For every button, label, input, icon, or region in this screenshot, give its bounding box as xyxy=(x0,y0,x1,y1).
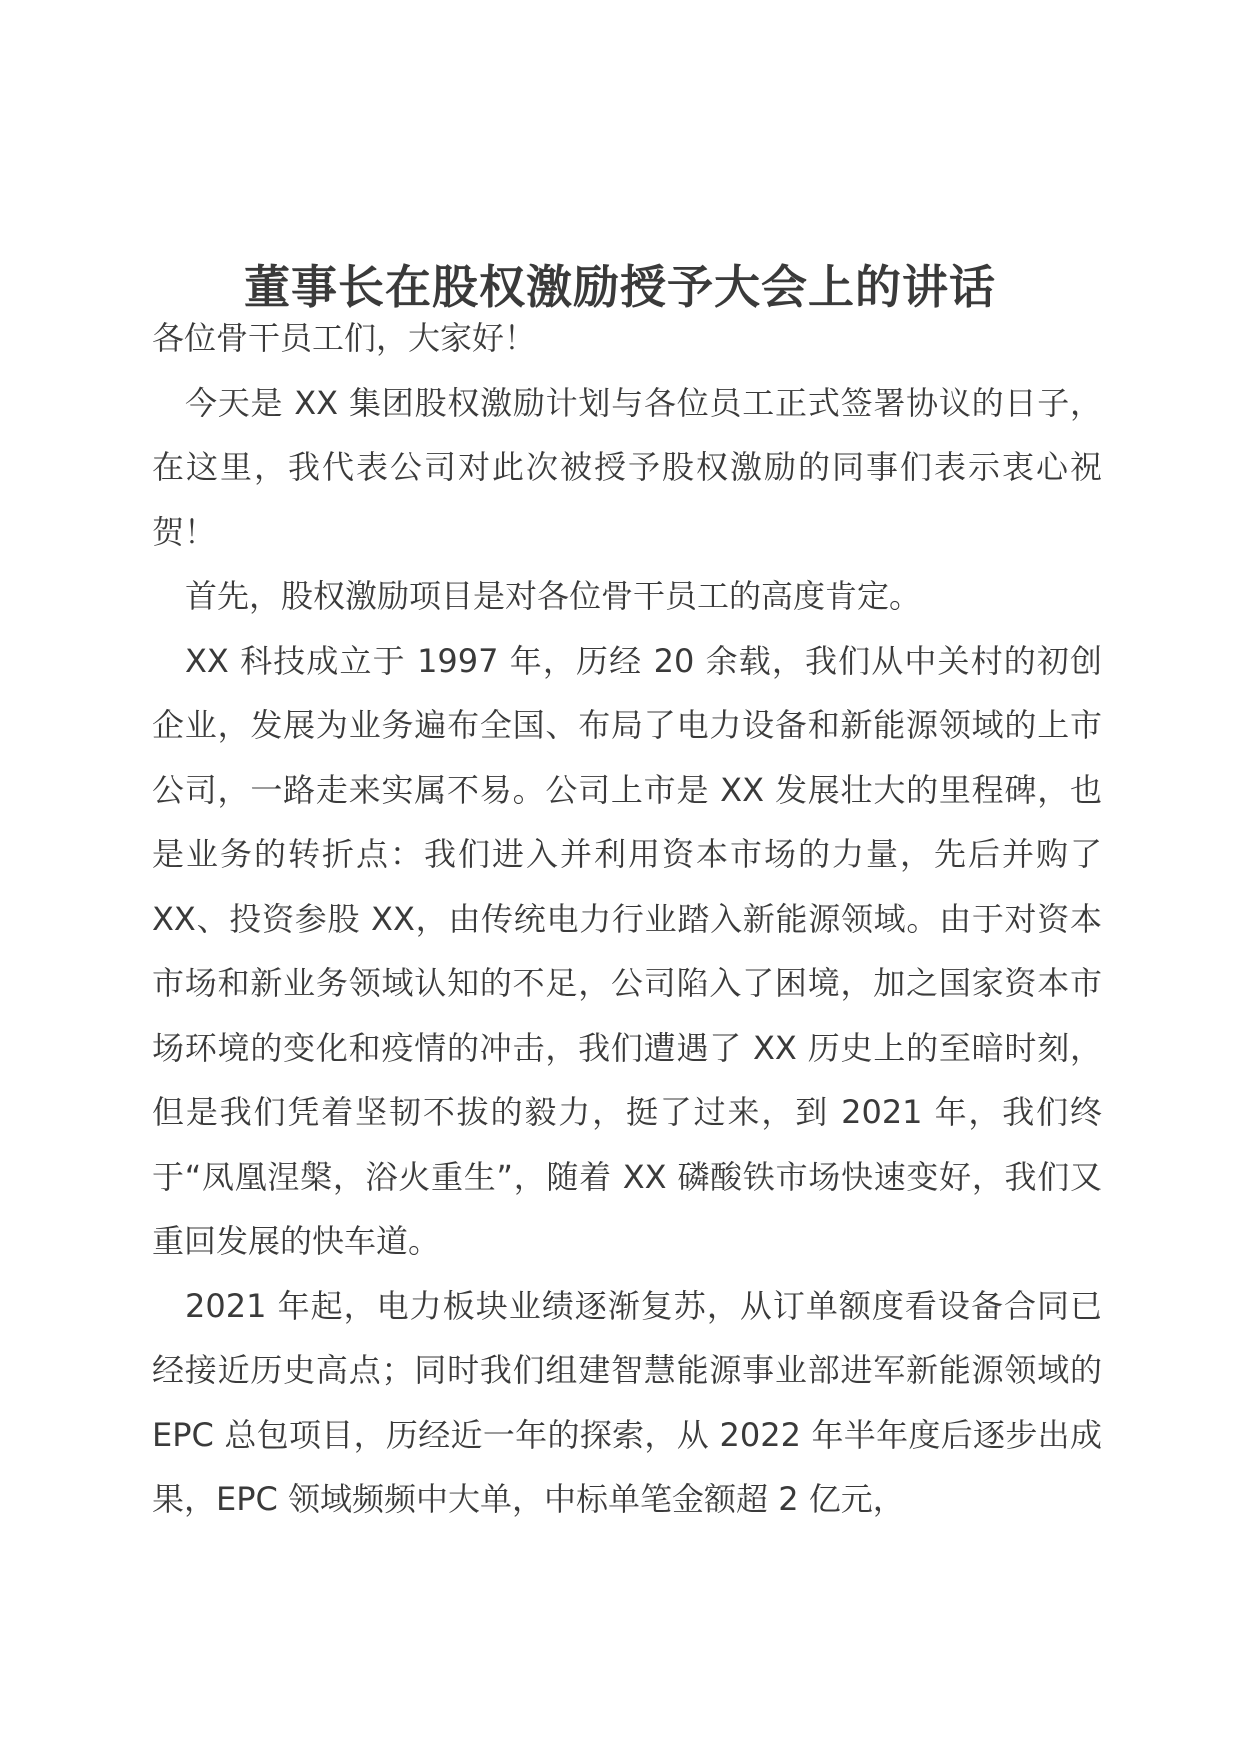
paragraph-4: 2021 年起，电力板块业绩逐渐复苏，从订单额度看设备合同已经接近历史高点；同时我们组建智慧能源事业部进军新能源领域的 EPC 总包项目，历经近一年的探索，从 2022 年半年度后逐步出成果，EPC 领域频频中大单，中标单笔金额超 2 亿元， xyxy=(152,1286,1102,1518)
paragraph-1: 今天是 XX 集团股权激励计划与各位员工正式签署协议的日子，在这里，我代表公司对此次被授予股权激励的同事们表示衷心祝贺！ xyxy=(152,383,1102,551)
paragraph-2: 首先，股权激励项目是对各位骨干员工的高度肯定。 xyxy=(185,577,922,615)
document-body xyxy=(152,306,1102,1532)
paragraph-3: XX 科技成立于 1997 年，历经 20 余载，我们从中关村的初创企业，发展为业务遍布全国、布局了电力设备和新能源领域的上市公司，一路走来实属不易。公司上市是 XX 发展壮大的里程碑，也是业务的转折点：我们进入并利用资本市场的力量，先后并购了 XX、投资参股 XX，由传统电力行业踏入新能源领域。由于对资本市场和新业务领域认知的不足，公司陷入了困境，加之国家资本市场环境的变化和疫情的冲击，我们遭遇了 XX 历史上的至暗时刻，但是我们凭着坚韧不拔的毅力，挺了过来，到 2021 年，我们终于“凤凰涅槃，浴火重生”，随着 XX 磷酸铁市场快速变好，我们又重回发展的快车道。 xyxy=(152,641,1102,1260)
document-title: 董事长在股权激励授予大会上的讲话 xyxy=(244,259,996,314)
salutation: 各位骨干员工们，大家好！ xyxy=(152,319,537,357)
